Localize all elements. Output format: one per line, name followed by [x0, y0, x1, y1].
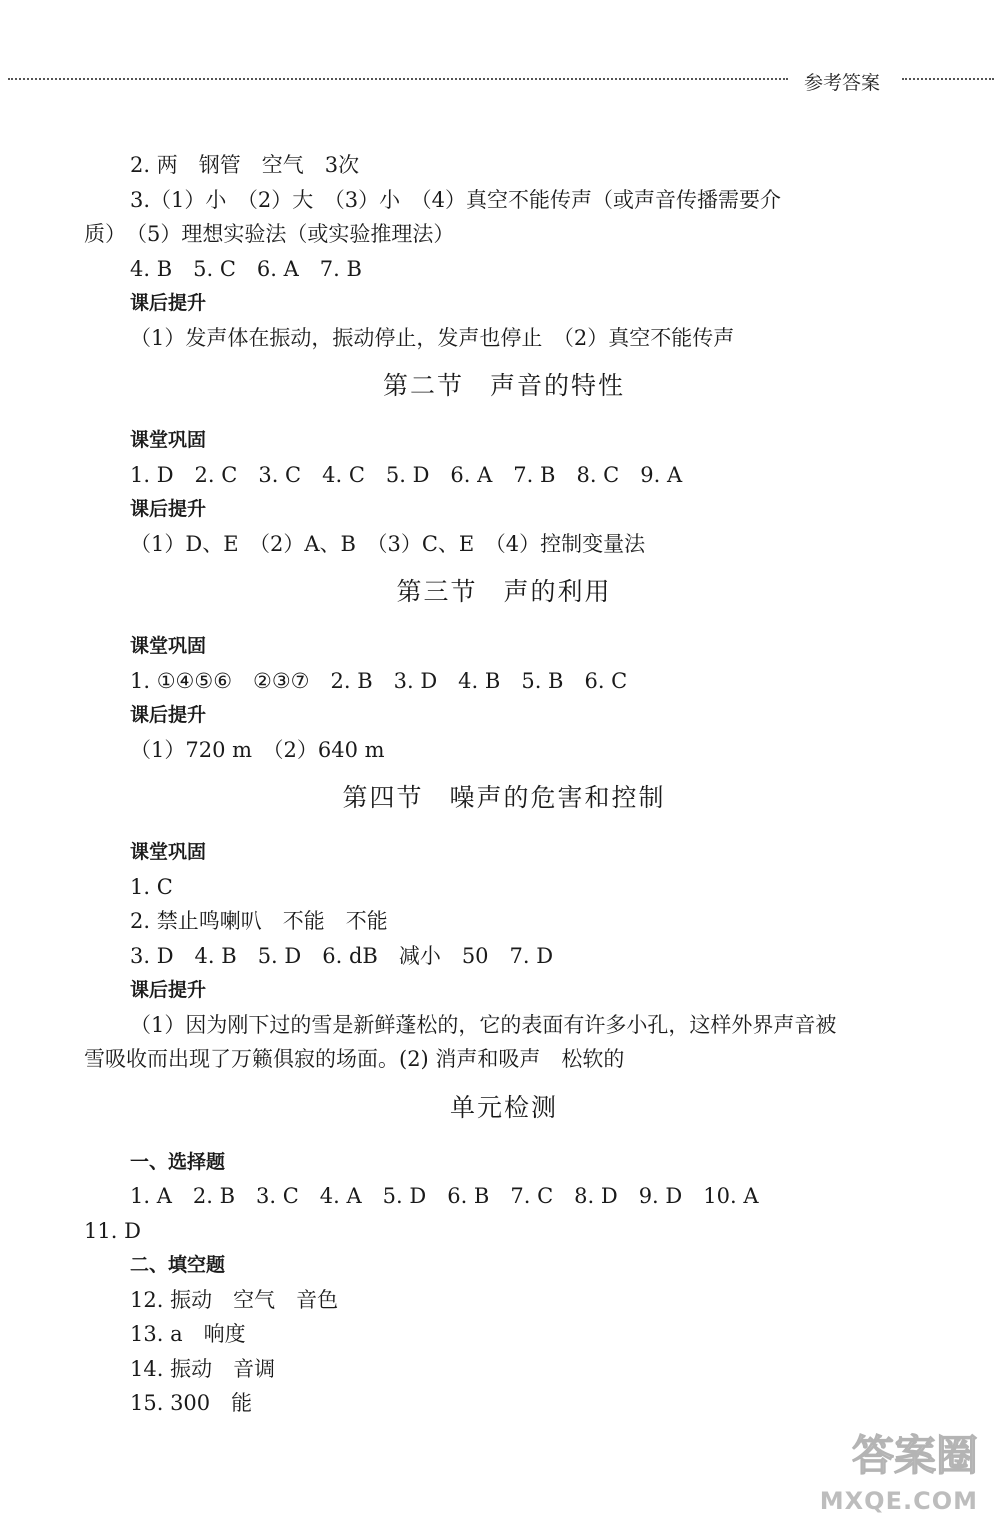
answer-line: 12. 振动 空气 音色	[130, 1287, 339, 1312]
answer-content	[84, 148, 904, 1421]
subheading: 课后提升	[130, 498, 207, 520]
answer-line: 4. B 5. C 6. A 7. B	[130, 256, 362, 281]
answer-line: 1. C	[130, 874, 173, 899]
answer-line: 质） （5）理想实验法（或实验推理法）	[84, 222, 455, 246]
answer-line: （1）因为刚下过的雪是新鲜蓬松的，它的表面有许多小孔，这样外界声音被	[130, 1012, 837, 1037]
answer-line: 1. D 2. C 3. C 4. C 5. D 6. A 7. B 8. C 9. A	[130, 462, 683, 487]
section-number: 第三节	[396, 577, 478, 606]
answer-line: 1. A 2. B 3. C 4. A 5. D 6. B 7. C 8. D 9. D 10. A	[130, 1184, 759, 1208]
section-number: 第四节	[342, 783, 424, 812]
answer-line: 1. ①④⑤⑥ ②③⑦ 2. B 3. D 4. B 5. B 6. C	[130, 668, 628, 693]
header-dotted-rule-left	[8, 78, 788, 80]
header-dotted-rule-right	[902, 78, 994, 80]
section-name: 声音的特性	[490, 371, 626, 400]
watermark-site: MXQE.COM	[819, 1487, 978, 1515]
answer-line: （1）D、E （2）A、B （3）C、E （4）控制变量法	[130, 531, 646, 556]
subheading: 课后提升	[130, 704, 207, 726]
section-title	[84, 561, 904, 629]
section-number: 第二节	[382, 371, 464, 400]
section-name: 噪声的危害和控制	[449, 783, 666, 812]
subheading: 一、选择题	[130, 1150, 226, 1173]
answer-line: 13. a 响度	[130, 1322, 246, 1346]
watermark-logo: 答案圈	[851, 1431, 978, 1480]
subheading: 课堂巩固	[130, 635, 207, 657]
subheading: 课堂巩固	[130, 841, 207, 863]
subheading: 课后提升	[130, 979, 207, 1001]
answer-line: （1）720 m （2）640 m	[130, 737, 385, 762]
section-name: 单元检测	[449, 1092, 558, 1122]
watermark	[796, 1427, 992, 1523]
answer-line: 2. 禁止鸣喇叭 不能 不能	[130, 909, 388, 933]
answer-line: 3.（1）小 （2）大 （3）小 （4）真空不能传声（或声音传播需要介	[130, 187, 781, 212]
answer-line: 2. 两 钢管 空气 3次	[130, 153, 360, 177]
answer-line: 14. 振动 音调	[130, 1356, 276, 1381]
subheading: 课堂巩固	[130, 429, 207, 451]
answer-line: 15. 300 能	[130, 1391, 253, 1415]
section-name: 声的利用	[503, 577, 612, 606]
answer-line: 雪吸收而出现了万籁俱寂的场面。(2) 消声和吸声 松软的	[84, 1047, 625, 1071]
section-title	[84, 767, 904, 835]
section-title	[84, 1077, 904, 1145]
section-title	[84, 355, 904, 423]
answer-line: 11. D	[84, 1218, 141, 1243]
answer-line: （1）发声体在振动，振动停止，发声也停止 （2）真空不能传声	[130, 325, 735, 350]
subheading: 课后提升	[130, 292, 207, 314]
subheading: 二、填空题	[130, 1254, 226, 1276]
header-label: 参考答案	[804, 72, 881, 94]
answer-line: 3. D 4. B 5. D 6. dB 减小 50 7. D	[130, 943, 554, 968]
